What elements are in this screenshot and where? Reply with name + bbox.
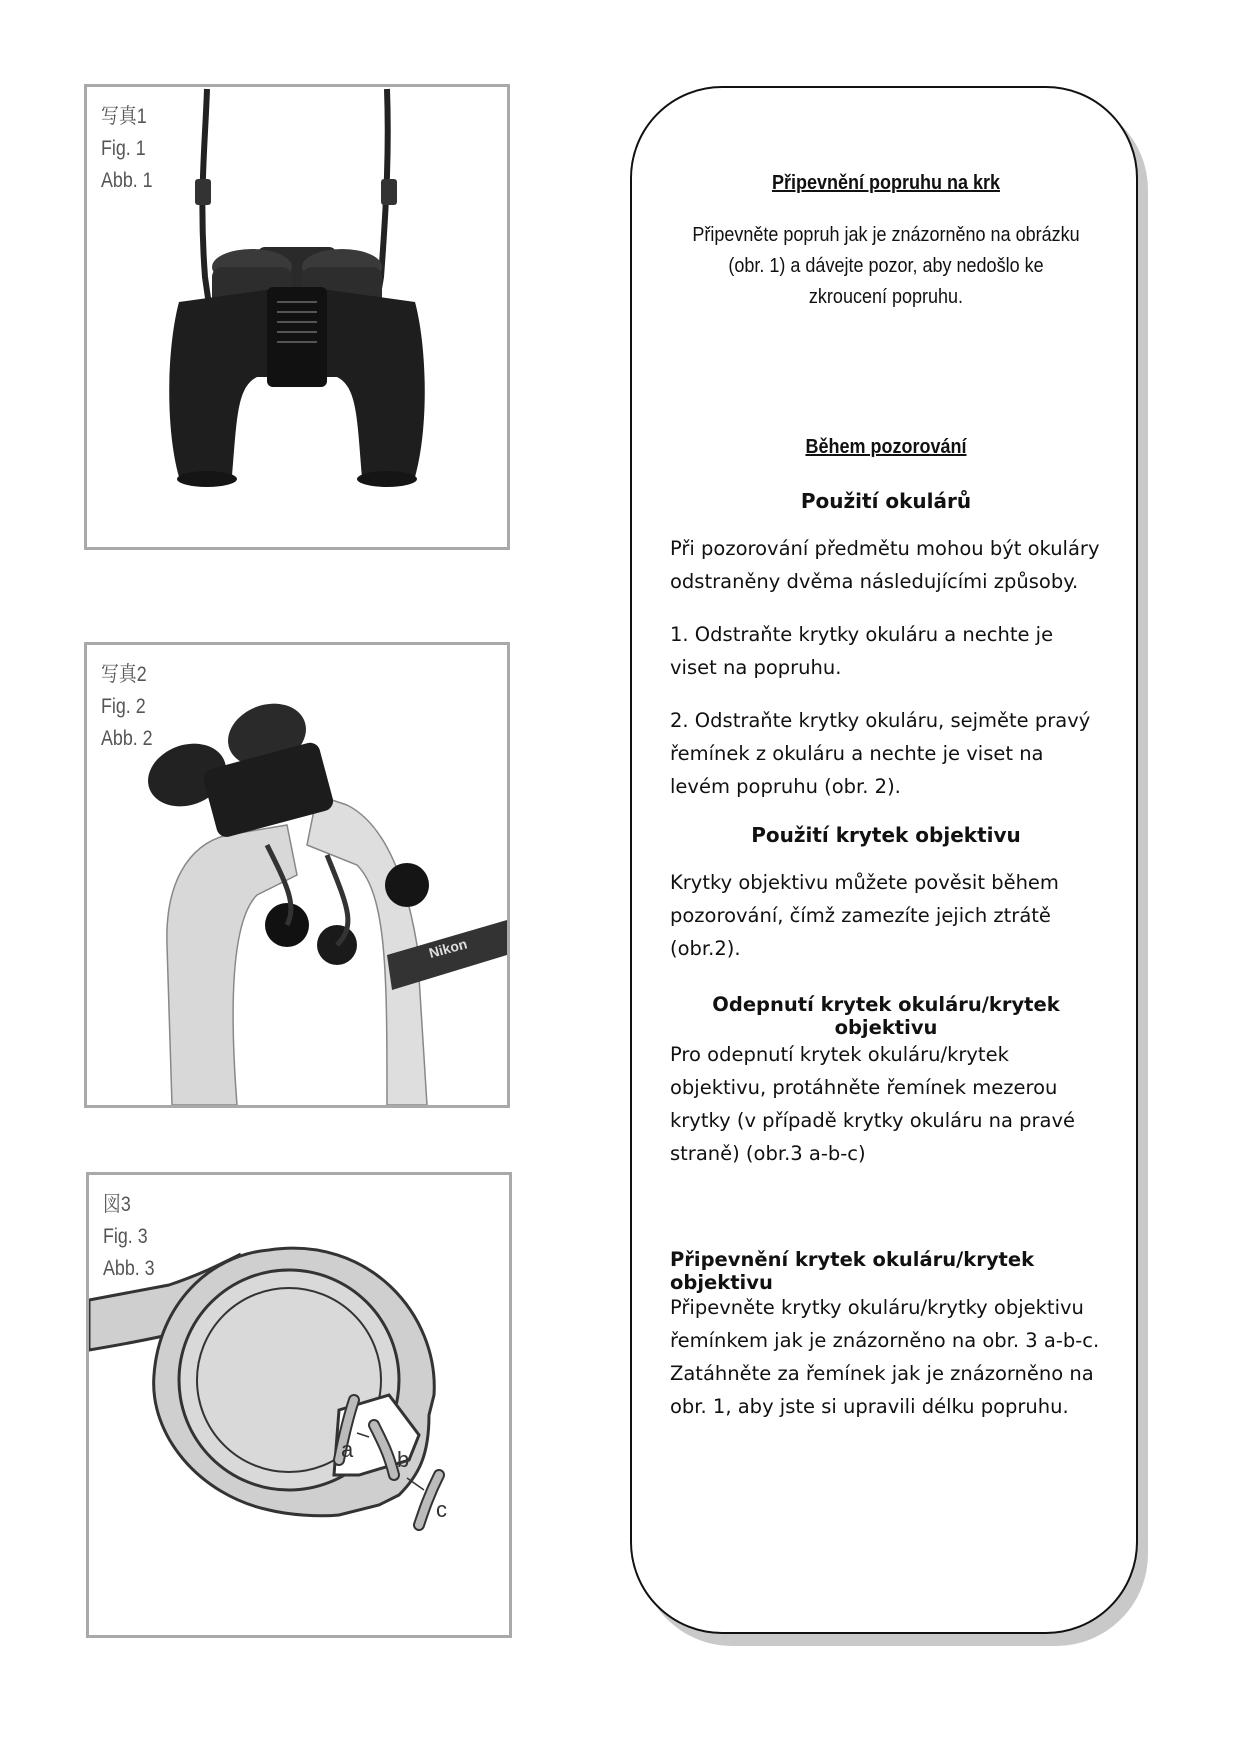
neck-strap-body: Připevněte popruh jak je znázorněno na obrázku (obr. 1) a dávejte pozor, aby nedošlo ke zkroucení popruhu. bbox=[692, 224, 1080, 308]
objective-caps-title: Použití krytek objektivu bbox=[751, 823, 1021, 847]
figure-1-label-de: Abb. 1 bbox=[101, 169, 153, 192]
attach-caps-title: Připevnění krytek okuláru/krytek objektivu bbox=[670, 1248, 1035, 1294]
detach-caps-title: Odepnutí krytek okuláru/krytek objektivu bbox=[712, 993, 1060, 1039]
figure-3-label-de: Abb. 3 bbox=[103, 1257, 155, 1280]
figure-2 bbox=[84, 642, 510, 1108]
eyepiece-step-2: 2. Odstraňte krytky okuláru, sejměte pravý řemínek z okuláru a nechte je viset na levém popruhu (obr. 2). bbox=[670, 709, 1091, 798]
during-observation-title: Během pozorování bbox=[805, 436, 967, 458]
eyepiece-step-1: 1. Odstraňte krytky okuláru a nechte je viset na popruhu. bbox=[670, 623, 1054, 679]
figure-3-label bbox=[103, 1189, 164, 1285]
figure-3 bbox=[86, 1172, 512, 1638]
figure-1-label-en: Fig. 1 bbox=[101, 137, 146, 160]
figure-3-label-jp: 図3 bbox=[103, 1193, 131, 1216]
figure-1-label-jp: 写真1 bbox=[101, 105, 147, 128]
figure-2-label bbox=[101, 659, 162, 755]
callout-c: c bbox=[436, 1497, 447, 1522]
eyepiece-intro-text: Při pozorování předmětu mohou být okuláry odstraněny dvěma následujícími způsoby. bbox=[670, 537, 1100, 593]
strap-brand-text: Nikon bbox=[427, 935, 469, 961]
figure-2-label-de: Abb. 2 bbox=[101, 727, 153, 750]
figure-2-label-jp: 写真2 bbox=[101, 663, 147, 686]
instruction-panel bbox=[630, 86, 1138, 1634]
attach-caps-body: Připevněte krytky okuláru/krytky objektivu řemínkem jak je znázorněno na obr. 3 a-b-c. Zatáhněte za řemínek jak je znázorněno na obr. 1, aby jste si upravili délku popruhu. bbox=[670, 1296, 1100, 1418]
callout-b: b bbox=[397, 1447, 410, 1472]
neck-strap-title: Připevnění popruhu na krk bbox=[771, 172, 1001, 194]
detach-caps-body: Pro odepnutí krytek okuláru/krytek objektivu, protáhněte řemínek mezerou krytky (v případě krytky okuláru na pravé straně) (obr.3 a-b-c) bbox=[670, 1043, 1076, 1165]
figure-1-label bbox=[101, 101, 162, 197]
callout-a: a bbox=[341, 1437, 354, 1462]
figure-2-label-en: Fig. 2 bbox=[101, 695, 146, 718]
figure-1 bbox=[84, 84, 510, 550]
objective-caps-body: Krytky objektivu můžete pověsit během pozorování, čímž zamezíte jejich ztrátě (obr.2). bbox=[670, 871, 1059, 960]
eyepiece-use-title: Použití okulárů bbox=[800, 489, 972, 513]
figure-3-label-en: Fig. 3 bbox=[103, 1225, 148, 1248]
